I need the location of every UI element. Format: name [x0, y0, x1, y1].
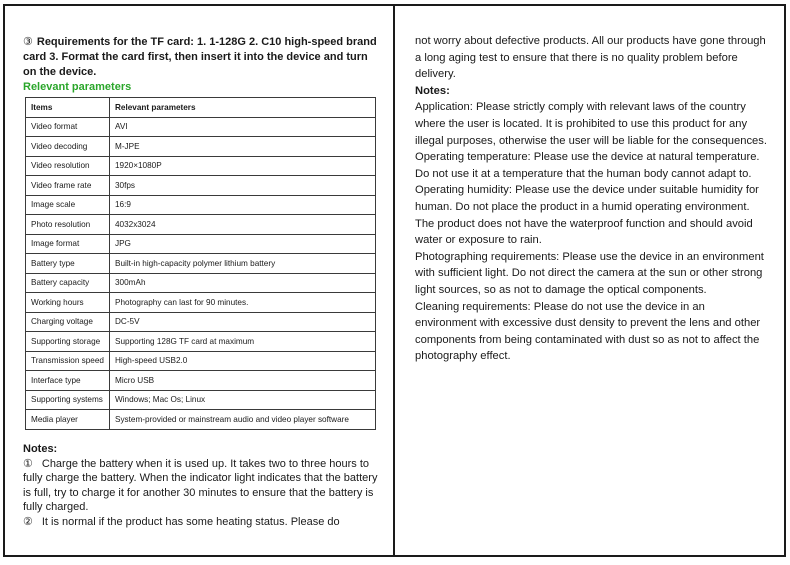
left-column	[23, 35, 378, 529]
parameter-cell: JPG	[110, 234, 376, 254]
parameter-cell: 4032x3024	[110, 215, 376, 235]
table-row	[26, 215, 376, 235]
table-row	[26, 156, 376, 176]
parameter-cell: Windows; Mac Os; Linux	[110, 390, 376, 410]
left-notes-title: Notes:	[23, 442, 58, 455]
requirement-marker: ③	[23, 36, 33, 48]
item-cell: Image scale	[26, 195, 110, 215]
table-header-row	[26, 98, 376, 118]
continued-text: not worry about defective products. All our products have gone through a long aging test to ensure that there is no quality problem before delivery.	[415, 35, 766, 81]
item-cell: Photo resolution	[26, 215, 110, 235]
note-text: Charge the battery when it is used up. It takes two to three hours to fully charge the battery. When the indicator light indicates that the battery is full, try to charge it for another 30 minutes to ensure that the battery is fully charged.	[23, 457, 378, 514]
parameter-cell: Built-in high-capacity polymer lithium battery	[110, 254, 376, 274]
table-row	[26, 293, 376, 313]
table-row	[26, 312, 376, 332]
right-notes-title: Notes:	[415, 84, 450, 97]
parameter-cell: 30fps	[110, 176, 376, 196]
item-cell: Battery type	[26, 254, 110, 274]
parameter-cell: DC-5V	[110, 312, 376, 332]
table-body	[26, 117, 376, 429]
table-row	[26, 351, 376, 371]
note-text: It is normal if the product has some heating status. Please do	[41, 515, 340, 528]
table-row	[26, 176, 376, 196]
table-row	[26, 371, 376, 391]
item-cell: Transmission speed	[26, 351, 110, 371]
parameter-cell: Micro USB	[110, 371, 376, 391]
note-application: Application: Please strictly comply with relevant laws of the country where the user is located. It is prohibited to use this product for any illegal purposes, otherwise the user will be liable for the consequences.	[415, 101, 767, 147]
item-cell: Image format	[26, 234, 110, 254]
item-cell: Media player	[26, 410, 110, 430]
parameter-cell: Supporting 128G TF card at maximum	[110, 332, 376, 352]
note-operating-humidity: Operating humidity: Please use the device under suitable humidity for human. Do not place the product in a humid operating environment. The product does not have the waterproof function and should avoid water or exposure to rain.	[415, 184, 759, 247]
table-row	[26, 410, 376, 430]
parameter-cell: High-speed USB2.0	[110, 351, 376, 371]
item-cell: Video format	[26, 117, 110, 137]
table-row	[26, 254, 376, 274]
parameter-cell: AVI	[110, 117, 376, 137]
item-cell: Interface type	[26, 371, 110, 391]
note-photographing-requirements: Photographing requirements: Please use the device in an environment with sufficient light. Do not direct the camera at the sun or other strong light sources, so as not to damage the optical components.	[415, 250, 764, 296]
requirement-text: Requirements for the TF card: 1. 1-128G 2. C10 high-speed brand card 3. Format the card first, then insert it into the device and turn on the device.	[23, 36, 377, 78]
table-row	[26, 332, 376, 352]
parameter-cell: 300mAh	[110, 273, 376, 293]
note-marker: ②	[23, 515, 33, 528]
relevant-parameters-title: Relevant parameters	[23, 81, 132, 93]
header-relevant-parameters: Relevant parameters	[110, 98, 376, 118]
item-cell: Working hours	[26, 293, 110, 313]
note-heating	[23, 515, 378, 530]
parameter-cell: 1920×1080P	[110, 156, 376, 176]
item-cell: Video decoding	[26, 137, 110, 157]
parameter-cell: System-provided or mainstream audio and video player software	[110, 410, 376, 430]
item-cell: Video resolution	[26, 156, 110, 176]
table-row	[26, 273, 376, 293]
right-column	[415, 33, 767, 365]
table-row	[26, 137, 376, 157]
item-cell: Charging voltage	[26, 312, 110, 332]
item-cell: Video frame rate	[26, 176, 110, 196]
item-cell: Supporting storage	[26, 332, 110, 352]
table-row	[26, 195, 376, 215]
column-divider	[393, 4, 395, 557]
note-charge-battery	[23, 457, 378, 515]
header-items: Items	[26, 98, 110, 118]
table-row	[26, 390, 376, 410]
parameter-cell: M-JPE	[110, 137, 376, 157]
tf-card-requirement	[23, 35, 378, 80]
parameter-cell: 16:9	[110, 195, 376, 215]
parameters-table	[25, 97, 376, 430]
note-cleaning-requirements: Cleaning requirements: Please do not use the device in an environment with excessive dust density to prevent the lens and other components from being contaminated with dust so as not to affect the photography effect.	[415, 300, 761, 363]
item-cell: Supporting systems	[26, 390, 110, 410]
item-cell: Battery capacity	[26, 273, 110, 293]
parameter-cell: Photography can last for 90 minutes.	[110, 293, 376, 313]
note-marker: ①	[23, 457, 33, 470]
table-row	[26, 234, 376, 254]
table-row	[26, 117, 376, 137]
note-operating-temperature: Operating temperature: Please use the device at natural temperature. Do not use it at a temperature that the human body cannot adapt to.	[415, 151, 760, 180]
